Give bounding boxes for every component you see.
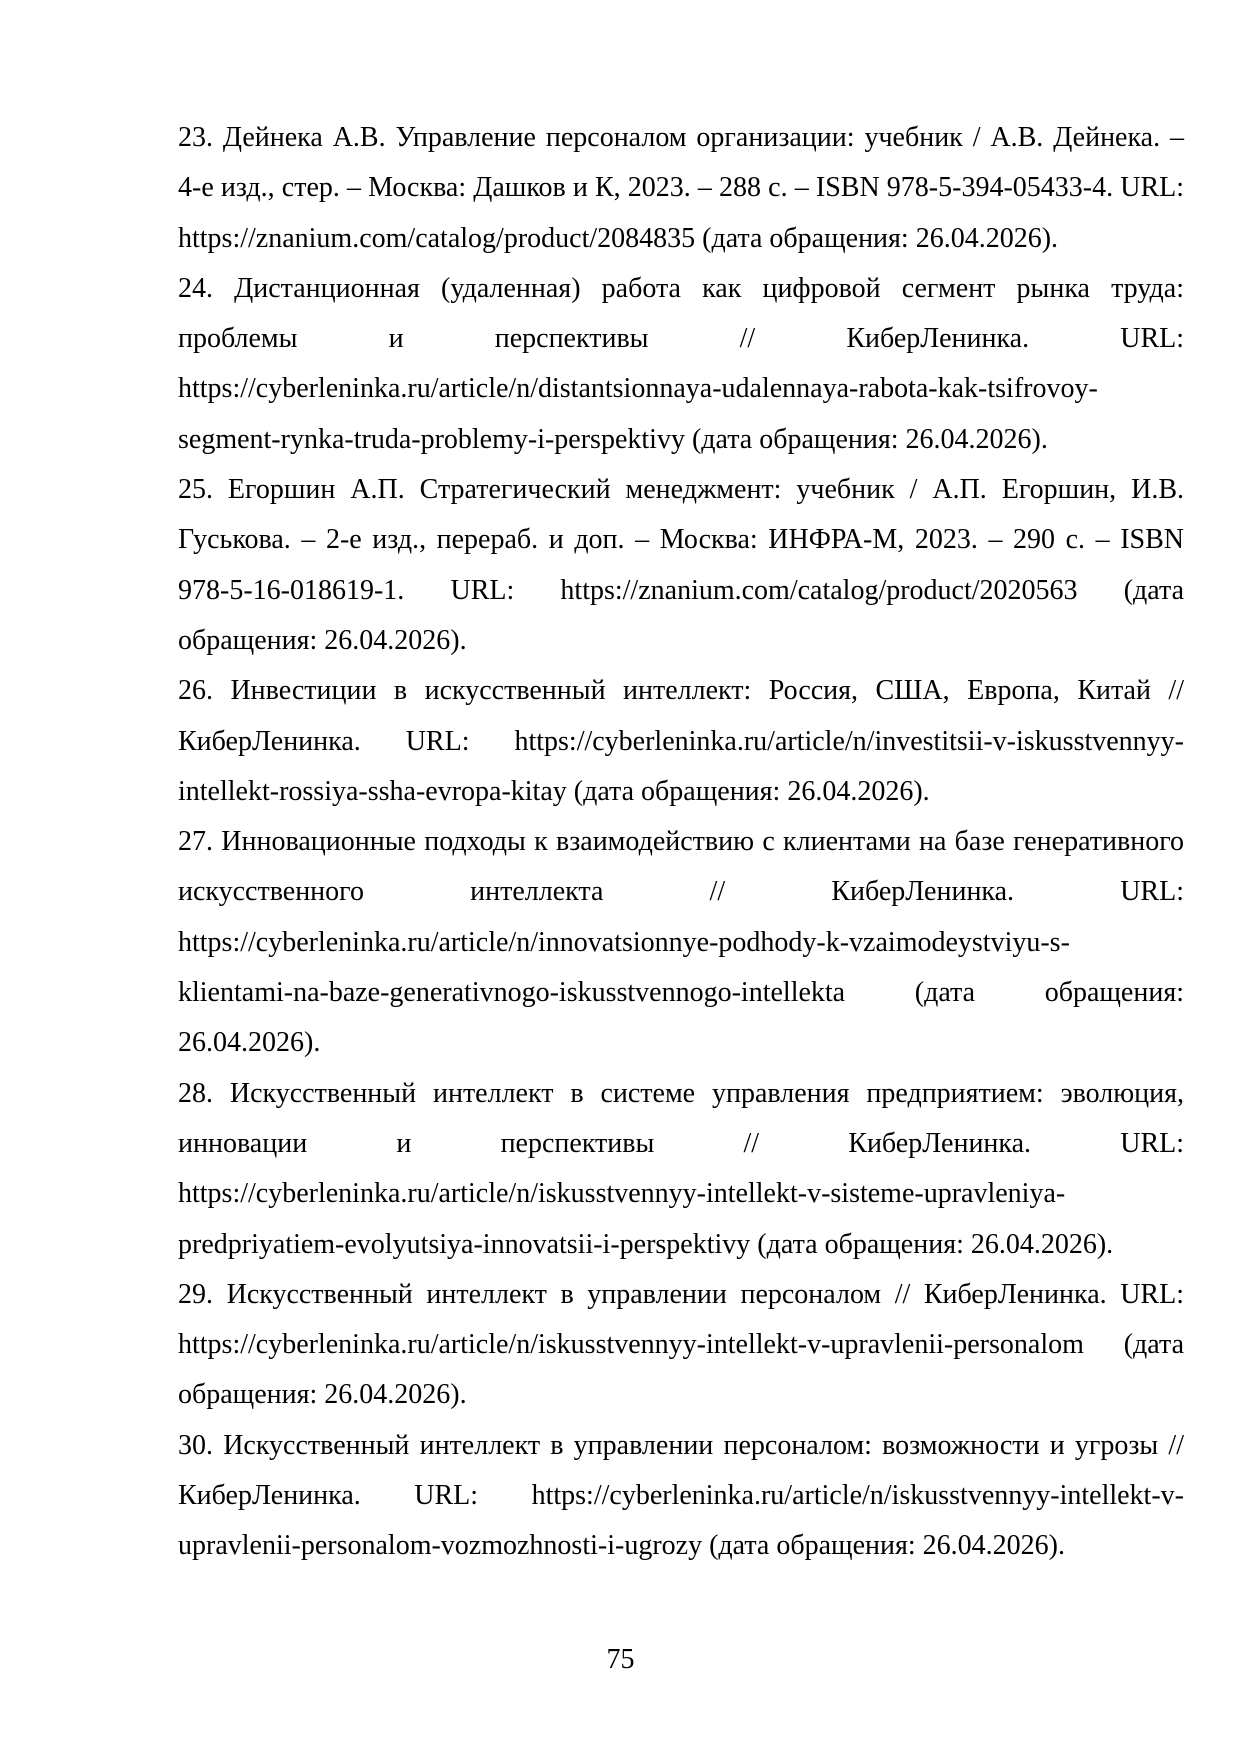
page-number: 75 <box>606 1644 635 1675</box>
reference-item-25: 25. Егоршин А.П. Стратегический менеджмент: учебник / А.П. Егоршин, И.В. Гуськова. – 2-е изд., перераб. и доп. – Москва: ИНФРА-М, 2023. – 290 с. – ISBN 978-5-16-018619-1. URL: https://znanium.com/catalog/product/2020563 (дата обращения: 26.04.2026). <box>178 474 1184 656</box>
reference-item-24: 24. Дистанционная (удаленная) работа как цифровой сегмент рынка труда: проблемы и перспективы // КиберЛенинка. URL: https://cyberleninka.ru/article/n/distantsionnaya-udalennaya-rabota-kak-tsifrovoy-segment-rynka-truda-problemy-i-perspektivy (дата обращения: 26.04.2026). <box>178 272 1184 455</box>
reference-item-26: 26. Инвестиции в искусственный интеллект: Россия, США, Европа, Китай // КиберЛенинка. URL: https://cyberleninka.ru/article/n/investitsii-v-iskusstvennyy-intellekt-rossiya-ssha-evropa-kitay (дата обращения: 26.04.2026). <box>178 675 1184 807</box>
reference-item-23: 23. Дейнека А.В. Управление персоналом организации: учебник / А.В. Дейнека. – 4-е изд., стер. – Москва: Дашков и К, 2023. – 288 с. – ISBN 978-5-394-05433-4. URL: https://znanium.com/catalog/product/2084835 (дата обращения: 26.04.2026). <box>178 122 1184 254</box>
reference-item-27: 27. Инновационные подходы к взаимодействию с клиентами на базе генеративного искусственного интеллекта // КиберЛенинка. URL: https://cyberleninka.ru/article/n/innovatsionnye-podhody-k-vzaimodeystviyu-s-klientami-na-baze-generativnogo-iskusstvennogo-intellekta (дата обращения: 26.04.2026). <box>178 826 1184 1059</box>
reference-item-28: 28. Искусственный интеллект в системе управления предприятием: эволюция, инновации и перспективы // КиберЛенинка. URL: https://cyberleninka.ru/article/n/iskusstvennyy-intellekt-v-sisteme-upravleniya-predpriyatiem-evolyutsiya-innovatsii-i-perspektivy (дата обращения: 26.04.2026). <box>178 1077 1184 1260</box>
reference-list <box>178 113 1184 1572</box>
reference-item-29: 29. Искусственный интеллект в управлении персоналом // КиберЛенинка. URL: https://cyberleninka.ru/article/n/iskusstvennyy-intellekt-v-upravlenii-personalom (дата обращения: 26.04.2026). <box>178 1278 1184 1411</box>
reference-item-30: 30. Искусственный интеллект в управлении персоналом: возможности и угрозы // КиберЛенинка. URL: https://cyberleninka.ru/article/n/iskusstvennyy-intellekt-v-upravlenii-personalom-vozmozhnosti-i-ugrozy (дата обращения: 26.04.2026). <box>178 1429 1184 1562</box>
